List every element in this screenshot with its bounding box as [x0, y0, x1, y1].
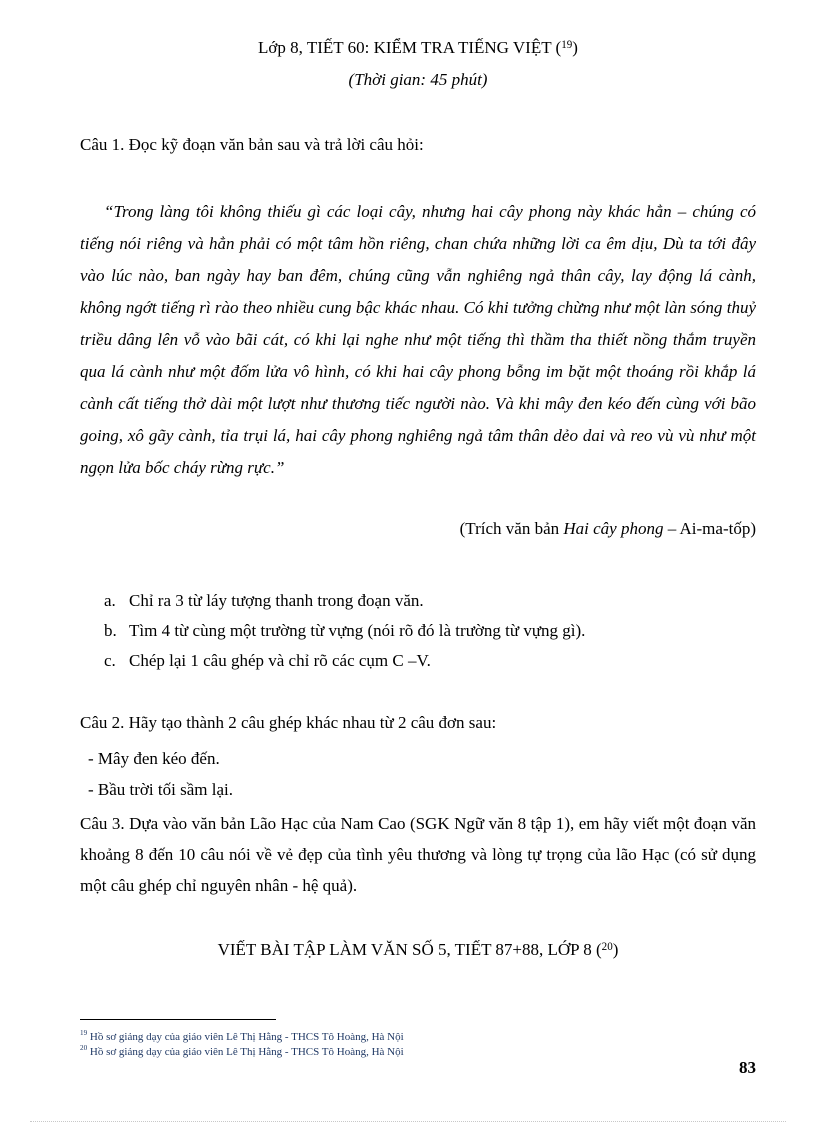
list-marker: b.	[104, 621, 117, 640]
section-heading-close: )	[612, 940, 619, 959]
question-2-sentences	[88, 743, 233, 805]
simple-sentence: - Mây đen kéo đến.	[88, 749, 220, 768]
list-marker: c.	[104, 651, 116, 670]
passage-source	[460, 519, 756, 539]
section-heading	[0, 940, 816, 960]
footnote	[80, 1029, 404, 1043]
footnote-number: 19	[80, 1029, 88, 1037]
list-item-text: Tìm 4 từ cùng một trường từ vựng (nói rõ đó là trường từ vựng gì).	[129, 621, 586, 640]
list-item	[104, 586, 585, 616]
quoted-passage: “Trong làng tôi không thiếu gì các loại cây, nhưng hai cây phong này khác hẳn – chúng có tiếng nói riêng và hẳn phải có một tâm hồn riêng, chan chứa những lời ca êm dịu, Dù ta tới đây vào lúc nào, ban ngày hay ban đêm, chúng cũng vẫn nghiêng ngả thân cây, lay động lá cành, không ngớt tiếng rì rào theo nhiều cung bậc khác nhau. Có khi tưởng chừng như một làn sóng thuỷ triều dâng lên vỗ vào bãi cát, có khi lại nghe như một tiếng thì thầm tha thiết nồng thắm truyền qua lá cành như một đốm lửa vô hình, có khi hai cây phong bỗng im bặt một thoáng rồi khắp lá cành cất tiếng thở dài một lượt như thương tiếc người nào. Và khi mây đen kéo đến cùng với bão going, xô gãy cành, tỉa trụi lá, hai cây phong nghiêng ngả tâm thân dẻo dai và reo vù vù như một ngọn lửa bốc cháy rừng rực.”	[80, 202, 756, 477]
page-title	[0, 38, 816, 58]
question-2-prompt: Câu 2. Hãy tạo thành 2 câu ghép khác nhau từ 2 câu đơn sau:	[80, 713, 497, 732]
list-marker: a.	[104, 591, 116, 610]
footnote-text: Hồ sơ giảng dạy của giáo viên Lê Thị Hằng - THCS Tô Hoàng, Hà Nội	[89, 1046, 404, 1058]
section-heading-text: VIẾT BÀI TẬP LÀM VĂN SỐ 5, TIẾT 87+88, LỚP 8 (	[217, 940, 602, 959]
section-footnote-ref[interactable]: 20	[601, 941, 613, 953]
footnote-separator	[80, 1019, 276, 1020]
title-text: Lớp 8, TIẾT 60: KIỂM TRA TIẾNG VIỆT (	[258, 38, 562, 57]
footnote-number: 20	[80, 1044, 88, 1052]
list-item	[104, 616, 585, 646]
list-item	[104, 646, 585, 676]
title-close: )	[572, 38, 578, 57]
footnote	[80, 1044, 404, 1058]
page-number: 83	[739, 1058, 756, 1077]
title-footnote-ref[interactable]: 19	[561, 39, 573, 51]
question-3: Câu 3. Dựa vào văn bản Lão Hạc của Nam Cao (SGK Ngữ văn 8 tập 1), em hãy viết một đoạn văn khoảng 8 đến 10 câu nói về vẻ đẹp của tình yêu thương và lòng tự trọng của lão Hạc (có sử dụng một câu ghép chỉ nguyên nhân - hệ quả).	[80, 814, 756, 895]
source-work-title: Hai cây phong	[563, 519, 664, 538]
simple-sentence: - Bầu trời tối sầm lại.	[88, 780, 233, 799]
source-author: – Ai-ma-tốp)	[663, 519, 756, 538]
time-limit: (Thời gian: 45 phút)	[348, 70, 488, 89]
question-1-prompt: Câu 1. Đọc kỹ đoạn văn bản sau và trả lời câu hỏi:	[80, 135, 424, 154]
page-boundary	[30, 1121, 786, 1122]
question-1-subitems	[104, 586, 585, 676]
list-item-text: Chép lại 1 câu ghép và chỉ rõ các cụm C –V.	[129, 651, 431, 670]
list-item-text: Chỉ ra 3 từ láy tượng thanh trong đoạn văn.	[129, 591, 424, 610]
source-prefix: (Trích văn bản	[459, 519, 564, 538]
footnote-text: Hồ sơ giảng dạy của giáo viên Lê Thị Hằng - THCS Tô Hoàng, Hà Nội	[89, 1031, 404, 1043]
